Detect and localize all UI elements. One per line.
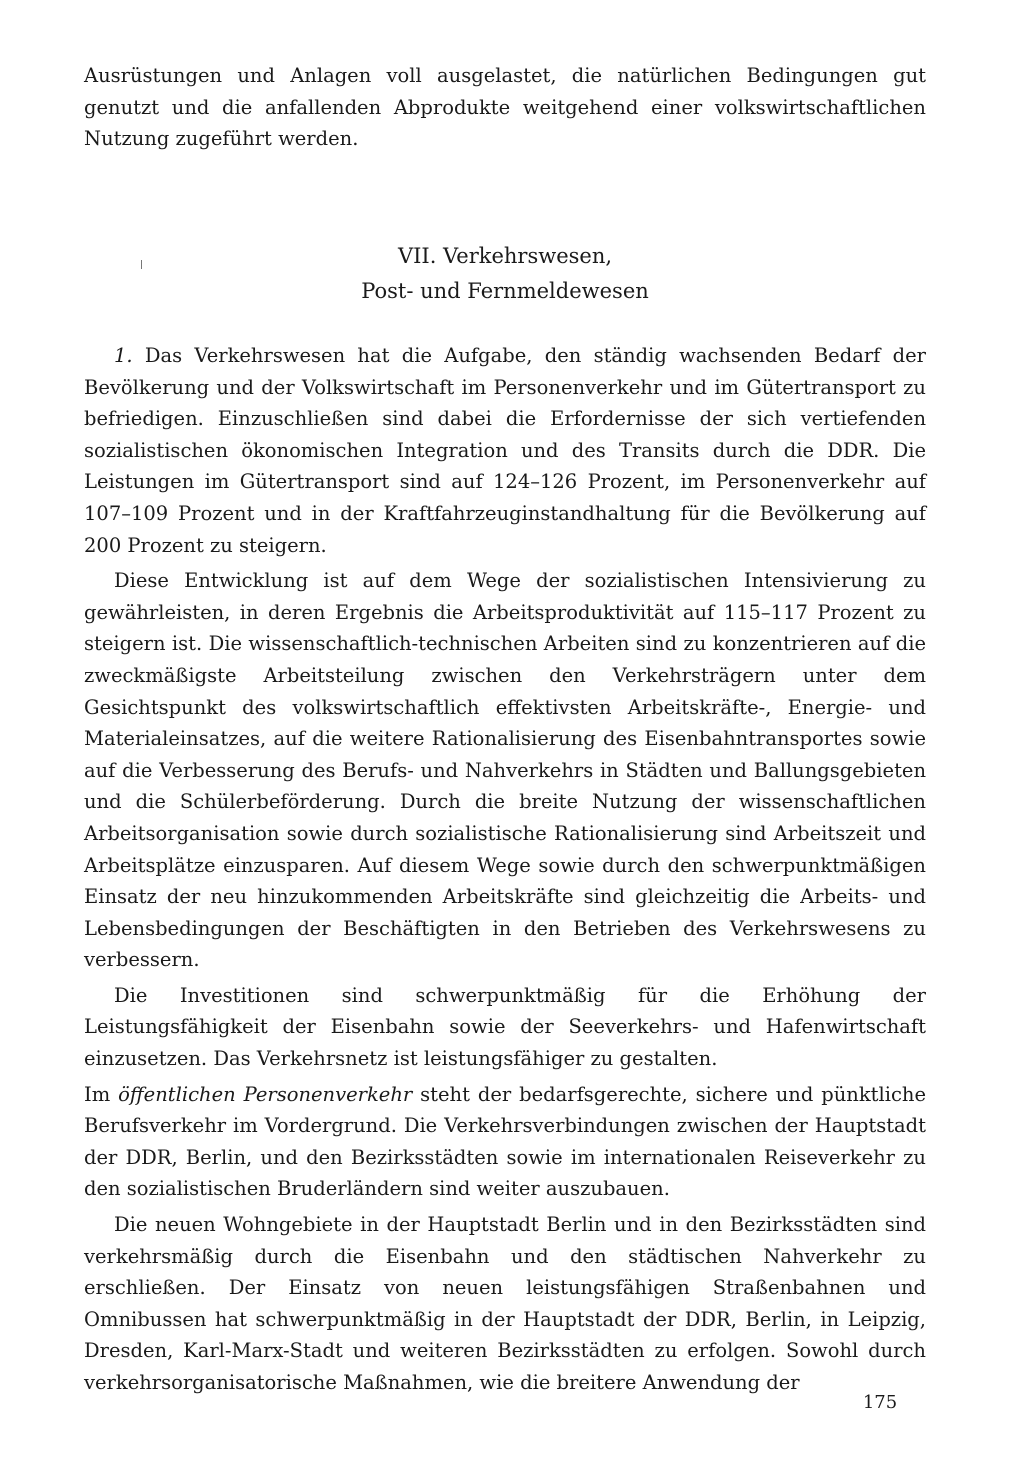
paragraph-3: Die Investitionen sind schwerpunktmäßig für die Erhöhung der Leistungsfähigkeit der Eisenbahn sowie der Seeverkehrs- und Hafenwirtschaft einzusetzen. Das Verkehrsnetz ist leistungsfähiger zu gestalten. (84, 983, 926, 1071)
top-text-block (84, 60, 926, 155)
section-body (84, 340, 926, 1399)
paragraph-1-text: Das Verkehrswesen hat die Aufgabe, den ständig wachsenden Bedarf der Bevölkerung und der Volkswirtschaft im Personenverkehr und im Gütertransport zu befriedigen. Einzuschließen sind dabei die Erfordernisse der sich vertiefenden sozialistischen ökonomischen Integration und des Transits durch die DDR. Die Leistungen im Gütertransport sind auf 124–126 Prozent, im Personenverkehr auf 107–109 Prozent und in der Kraftfahrzeuginstandhaltung für die Bevölkerung auf 200 Prozent zu steigern. (84, 344, 926, 557)
paragraph-4 (84, 1079, 926, 1205)
section-heading (84, 239, 926, 309)
paragraph-5: Die neuen Wohngebiete in der Hauptstadt Berlin und in den Bezirksstädten sind verkehrsmäßig durch die Eisenbahn und den städtischen Nahverkehr zu erschließen. Der Einsatz von neuen leistungsfähigen Straßenbahnen und Omnibussen hat schwerpunktmäßig in der Hauptstadt der DDR, Berlin, in Leipzig, Dresden, Karl-Marx-Stadt und weiteren Bezirksstädten zu erfolgen. Sowohl durch verkehrsorganisatorische Maßnahmen, wie die breitere Anwendung der (84, 1213, 926, 1394)
paragraph-4-emphasis: öffentlichen Personenverkehr (118, 1082, 413, 1106)
heading-line-2: Post- und Fernmeldewesen (361, 279, 649, 303)
heading-line-1: VII. Verkehrswesen, (397, 244, 613, 268)
paragraph-4-prefix: Im (84, 1082, 119, 1106)
continued-paragraph: Ausrüstungen und Anlagen voll ausgelastet, die natürlichen Bedingungen gut genutzt und die anfallenden Abprodukte weitgehend einer volkswirtschaftlichen Nutzung zugeführt werden. (84, 64, 926, 151)
paragraph-number: 1. (114, 344, 133, 367)
page-number: 175 (862, 1392, 898, 1413)
paragraph-2: Diese Entwicklung ist auf dem Wege der sozialistischen Intensivierung zu gewährleisten, in deren Ergebnis die Arbeitsproduktivität auf 115–117 Prozent zu steigern ist. Die wissenschaftlich-technischen Arbeiten sind zu konzentrieren auf die zweckmäßigste Arbeitsteilung zwischen den Verkehrsträgern unter dem Gesichtspunkt des volkswirtschaftlich effektivsten Arbeitskräfte-, Energie- und Materialeinsatzes, auf die weitere Rationalisierung des Eisenbahntransportes sowie auf die Verbesserung des Berufs- und Nahverkehrs in Städten und Ballungsgebieten und die Schülerbeförderung. Durch die breite Nutzung der wissenschaftlichen Arbeitsorganisation sowie durch sozialistische Rationalisierung sind Arbeitszeit und Arbeitsplätze einzusparen. Auf diesem Wege sowie durch den schwerpunktmäßigen Einsatz der neu hinzukommenden Arbeitskräfte sind gleichzeitig die Arbeits- und Lebensbedingungen der Beschäftigten in den Betrieben des Verkehrswesens zu verbessern. (84, 569, 926, 972)
paragraph-1 (84, 340, 926, 561)
paragraph-4-text: steht der bedarfsgerechte, sichere und pünktliche Berufsverkehr im Vordergrund. Die Verkehrsverbindungen zwischen der Hauptstadt der DDR, Berlin, und den Bezirksstädten sowie im internationalen Reiseverkehr zu den sozialistischen Bruderländern sind weiter auszubauen. (84, 1082, 926, 1201)
